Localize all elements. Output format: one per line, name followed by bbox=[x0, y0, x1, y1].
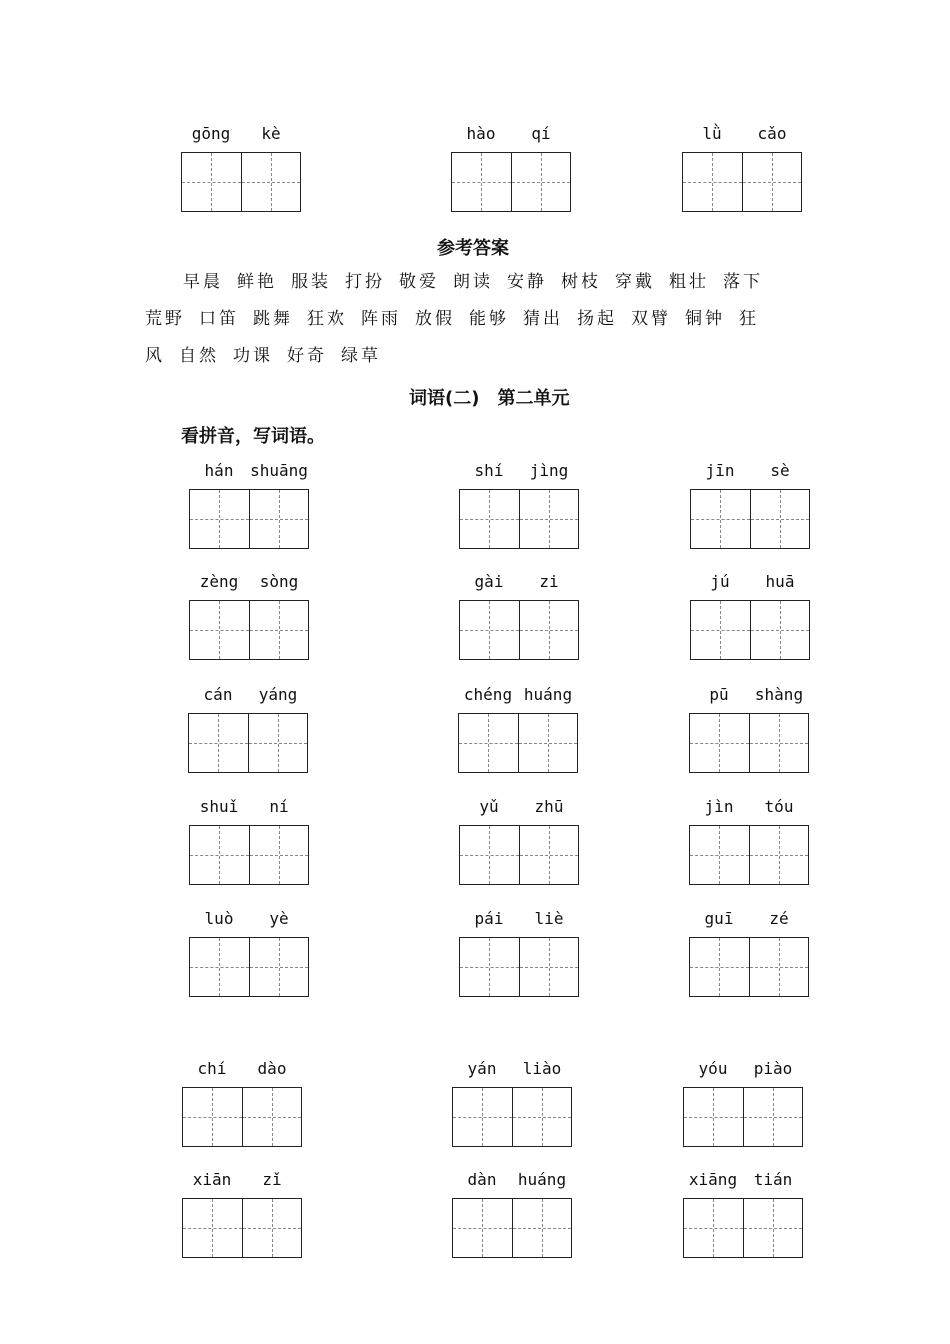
writing-grid[interactable] bbox=[182, 1087, 302, 1147]
writing-grid[interactable] bbox=[189, 937, 309, 997]
writing-grid[interactable] bbox=[188, 713, 308, 773]
writing-grid[interactable] bbox=[181, 152, 301, 212]
word-item bbox=[181, 124, 301, 212]
writing-grid[interactable] bbox=[689, 825, 809, 885]
word-item: luò yè bbox=[189, 909, 309, 997]
word-item: yán liào bbox=[452, 1059, 572, 1147]
word-item: hán shuāng bbox=[189, 461, 309, 549]
answer-line-3: 风 自然 功课 好奇 绿草 bbox=[145, 346, 381, 366]
word-item bbox=[451, 124, 571, 212]
section-title: 词语(二) 第二单元 bbox=[409, 388, 570, 409]
word-item: guī zé bbox=[689, 909, 809, 997]
word-item: jīn sè bbox=[690, 461, 810, 549]
writing-grid[interactable] bbox=[459, 825, 579, 885]
writing-grid[interactable] bbox=[689, 713, 809, 773]
word-item: yóu piào bbox=[683, 1059, 803, 1147]
word-item: pái liè bbox=[459, 909, 579, 997]
word-item: xiān zǐ bbox=[182, 1170, 302, 1258]
word-item: shí jìng bbox=[459, 461, 579, 549]
writing-grid[interactable] bbox=[690, 600, 810, 660]
pinyin: lǜ cǎo bbox=[702, 124, 787, 143]
answer-title: 参考答案 bbox=[437, 238, 509, 259]
word-item: cán yáng bbox=[188, 685, 308, 773]
writing-grid[interactable] bbox=[182, 1198, 302, 1258]
writing-grid[interactable] bbox=[683, 1198, 803, 1258]
writing-grid[interactable] bbox=[452, 1087, 572, 1147]
writing-grid[interactable] bbox=[189, 489, 309, 549]
word-item: dàn huáng bbox=[452, 1170, 572, 1258]
word-item: chí dào bbox=[182, 1059, 302, 1147]
writing-grid[interactable] bbox=[459, 937, 579, 997]
pinyin: gōng kè bbox=[191, 124, 281, 143]
instruction: 看拼音，写词语。 bbox=[181, 426, 325, 447]
answer-line-1: 早晨 鲜艳 服装 打扮 敬爱 朗读 安静 树枝 穿戴 粗壮 落下 bbox=[183, 272, 763, 292]
writing-grid[interactable] bbox=[189, 825, 309, 885]
writing-grid[interactable] bbox=[451, 152, 571, 212]
writing-grid[interactable] bbox=[459, 489, 579, 549]
pinyin: hào qí bbox=[466, 124, 551, 143]
word-item bbox=[682, 124, 802, 212]
writing-grid[interactable] bbox=[683, 1087, 803, 1147]
answer-list bbox=[145, 264, 810, 375]
word-item: xiāng tián bbox=[683, 1170, 803, 1258]
writing-grid[interactable] bbox=[458, 713, 578, 773]
writing-grid[interactable] bbox=[689, 937, 809, 997]
word-item: pū shàng bbox=[689, 685, 809, 773]
writing-grid[interactable] bbox=[459, 600, 579, 660]
word-item: jú huā bbox=[690, 572, 810, 660]
answer-line-2: 荒野 口笛 跳舞 狂欢 阵雨 放假 能够 猜出 扬起 双臂 铜钟 狂 bbox=[145, 309, 759, 329]
word-item: chéng huáng bbox=[458, 685, 578, 773]
word-item: shuǐ ní bbox=[189, 797, 309, 885]
word-item: gài zi bbox=[459, 572, 579, 660]
word-item: yǔ zhū bbox=[459, 797, 579, 885]
writing-grid[interactable] bbox=[690, 489, 810, 549]
word-item: zèng sòng bbox=[189, 572, 309, 660]
writing-grid[interactable] bbox=[189, 600, 309, 660]
writing-grid[interactable] bbox=[682, 152, 802, 212]
word-item: jìn tóu bbox=[689, 797, 809, 885]
writing-grid[interactable] bbox=[452, 1198, 572, 1258]
